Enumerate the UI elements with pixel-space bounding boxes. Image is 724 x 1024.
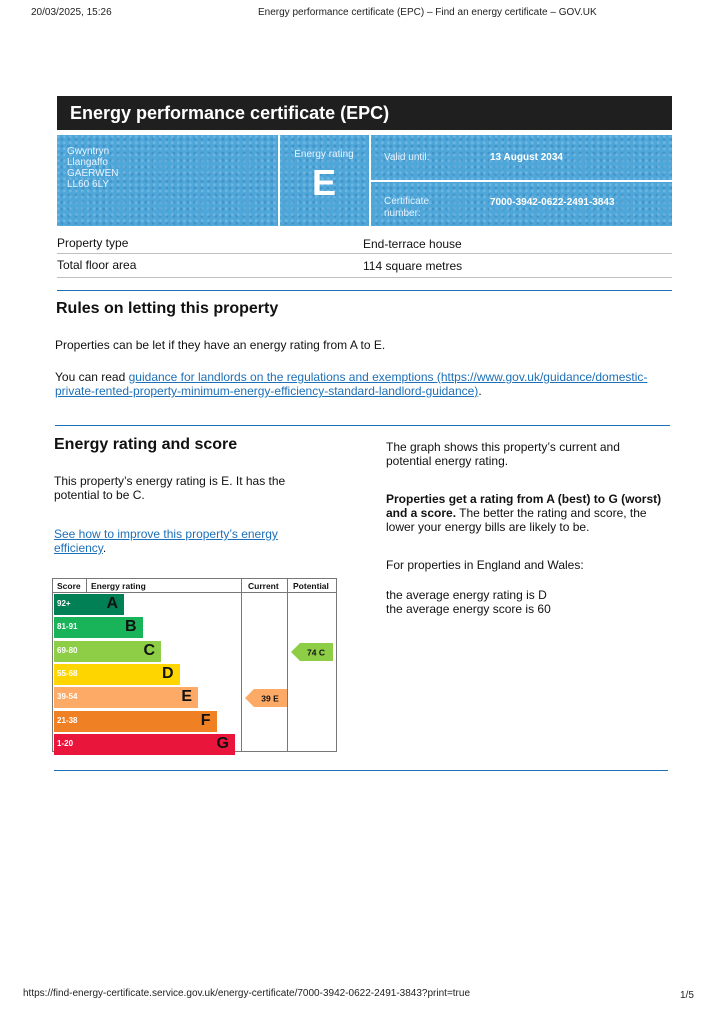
energy-rating-label: Energy rating [294,149,354,160]
valid-until-value: 13 August 2034 [490,152,563,163]
section-divider [55,425,670,426]
england-wales-intro: For properties in England and Wales: [386,558,584,572]
current-rating-marker [245,689,287,707]
potential-rating-marker [291,643,333,661]
graph-description-line: potential energy rating. [386,454,509,468]
potential-rating-marker-label: 74 C [307,647,325,658]
energy-rating-letter: E [311,162,336,203]
band-score-range: 55-68 [57,668,78,678]
divider [57,253,672,254]
property-address [67,146,119,190]
address-line: LL60 6LY [67,179,110,190]
link-text: private-rented-property-minimum-energy-efficiency-standard-landlord-guidance) [55,384,479,398]
link-suffix: . [102,541,107,555]
rules-guidance-suffix: . [478,384,482,398]
band-letter: A [106,595,118,612]
rating-band-e [54,687,198,708]
rating-explanation-bold: Properties get a rating from A (best) to G (worst) [386,492,662,506]
certificate-summary-box [57,135,672,226]
rules-heading: Rules on letting this property [56,300,279,317]
certificate-number-label [384,196,429,220]
current-column-header: Current [248,581,279,591]
improve-efficiency-paragraph [54,527,278,555]
link-text: See how to improve this property’s energy [54,527,278,541]
band-score-range: 21-38 [57,715,78,725]
divider [369,180,672,182]
band-letter: F [200,711,211,729]
improve-efficiency-link[interactable] [54,527,278,555]
floor-area-value: 114 square metres [363,259,463,273]
chart-column-rule [287,579,288,751]
address-line: GAERWEN [67,168,119,179]
property-type-label: Property type [57,236,129,250]
band-score-range: 81-91 [57,622,78,632]
certificate-number-label-line: Certificate [384,196,430,207]
average-ratings [386,588,551,616]
address-line: Gwyntryn [67,146,110,157]
certificate-number-value: 7000-3942-0622-2491-3843 [490,197,615,208]
graph-description [386,440,620,468]
band-score-range: 92+ [57,599,71,608]
rating-band-c [54,641,161,662]
band-score-range: 1-20 [57,738,74,748]
rules-guidance-prefix: You can read [55,370,129,384]
potential-column-header: Potential [293,581,329,591]
band-letter: C [143,641,155,659]
band-score-range: 39-54 [57,692,78,702]
rating-summary-line: This property’s energy rating is E. It has the [54,474,286,488]
band-score-range: 69-80 [57,645,78,655]
chart-column-rule [86,579,87,592]
graph-description-line: The graph shows this property’s current and [386,440,620,454]
rating-band-b [54,617,143,638]
rating-band-a [54,594,124,615]
rating-explanation-text: The better the rating and score, the [456,506,647,520]
address-line: Llangaffo [67,157,108,168]
footer-url: https://find-energy-certificate.service.gov.uk/energy-certificate/7000-3942-0622-2491-3843?print=true [23,988,471,999]
property-type-value: End-terrace house [363,237,462,251]
epc-title: Energy performance certificate (EPC) [57,96,672,130]
band-letter: G [216,734,229,752]
band-letter: B [124,618,137,636]
valid-until-label: Valid until: [384,152,430,163]
rating-band-d [54,664,180,685]
average-score-line: the average energy score is 60 [386,602,551,616]
print-datetime: 20/03/2025, 15:26 [31,7,112,18]
band-letter: D [161,664,174,682]
rating-summary [54,474,285,502]
energy-rating-heading: Energy rating and score [54,436,238,453]
chart-column-rule [241,579,242,751]
link-text: efficiency [54,541,103,555]
band-letter: E [181,688,192,706]
rating-summary-line: potential to be C. [54,488,145,502]
certificate-number-label-line: number: [384,208,421,219]
rating-band-f [54,711,217,732]
rules-paragraph: Properties can be let if they have an energy rating from A to E. [55,338,386,352]
average-rating-line: the average energy rating is D [386,588,547,602]
score-column-header: Score [57,581,81,591]
print-page-title: Energy performance certificate (EPC) – Find an energy certificate – GOV.UK [258,7,597,18]
rating-band-g [54,734,235,755]
link-text: guidance for landlords on the regulations and exemptions (https://www.gov.uk/guidance/domestic- [128,370,648,384]
rating-explanation-text: lower your energy bills are likely to be. [386,520,590,534]
landlord-guidance-link[interactable] [55,370,647,398]
rating-explanation [386,492,661,534]
current-rating-marker-label: 39 E [261,693,279,704]
floor-area-label: Total floor area [57,258,137,272]
section-divider [57,290,672,291]
footer-page-number: 1/5 [680,990,694,1001]
divider [57,277,672,278]
energy-rating-chart [52,578,337,752]
rating-explanation-bold: and a score. [386,506,457,520]
rating-column-header: Energy rating [91,581,146,591]
chart-header-rule [53,592,336,593]
section-divider [54,770,668,771]
rules-guidance-paragraph [55,370,655,398]
